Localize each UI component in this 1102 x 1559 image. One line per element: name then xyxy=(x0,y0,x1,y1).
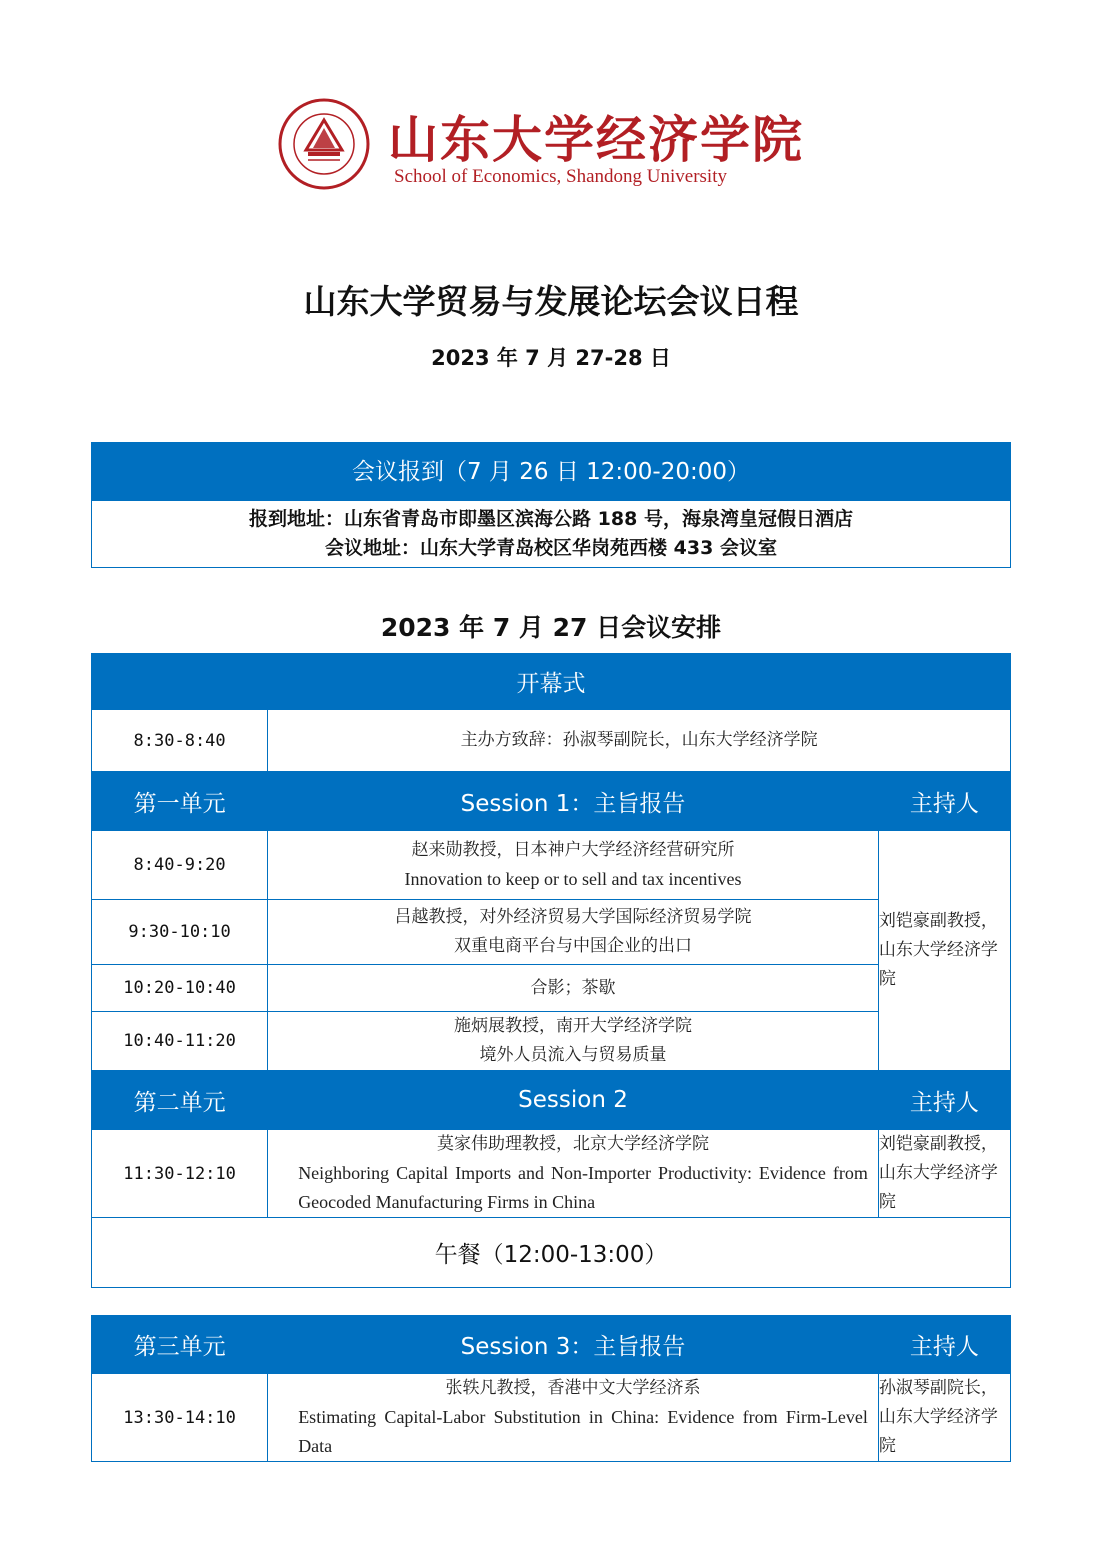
session1-unit: 第一单元 xyxy=(92,772,268,831)
meeting-venue: 会议地址：山东大学青岛校区华岗苑西楼 433 会议室 xyxy=(325,537,777,559)
talk-topic: Neighboring Capital Imports and Non-Importer Productivity: Evidence from Geocoded Manufacturing Firms in China xyxy=(298,1163,868,1212)
talk-cell xyxy=(268,1130,879,1218)
conference-date: 2023 年 7 月 27-28 日 xyxy=(431,346,671,370)
talk-topic: Estimating Capital-Labor Substitution in China: Evidence from Firm-Level Data xyxy=(298,1407,868,1456)
session2-host: 刘铠豪副教授，山东大学经济学院 xyxy=(878,1130,1010,1218)
page-title: 山东大学贸易与发展论坛会议日程 xyxy=(303,282,799,321)
time-slot: 8:30-8:40 xyxy=(92,710,268,772)
opening-speech: 主办方致辞：孙淑琴副院长，山东大学经济学院 xyxy=(268,710,1011,772)
session1-header xyxy=(92,772,1011,831)
school-logo xyxy=(278,98,804,198)
talk-topic: Innovation to keep or to sell and tax incentives xyxy=(404,869,742,889)
schedule-table-afternoon xyxy=(91,1315,1011,1462)
registration-box xyxy=(91,442,1011,568)
talk-cell xyxy=(268,1374,879,1462)
talk-cell xyxy=(268,1012,879,1071)
talk-topic: 双重电商平台与中国企业的出口 xyxy=(454,936,692,956)
table-row xyxy=(92,710,1011,772)
talk-speaker: 赵来勋教授，日本神户大学经济经营研究所 xyxy=(411,840,735,860)
session3-host-label: 主持人 xyxy=(878,1316,1010,1374)
break-cell: 合影；茶歇 xyxy=(268,965,879,1012)
table-row xyxy=(92,1012,1011,1071)
time-slot: 9:30-10:10 xyxy=(92,900,268,965)
time-slot: 8:40-9:20 xyxy=(92,831,268,900)
time-slot: 13:30-14:10 xyxy=(92,1374,268,1462)
table-row xyxy=(92,965,1011,1012)
table-row xyxy=(92,1374,1011,1462)
lunch-label: 午餐（12:00-13:00） xyxy=(92,1218,1011,1288)
session2-header xyxy=(92,1071,1011,1130)
logo-english-name: School of Economics, Shandong University xyxy=(394,166,727,187)
time-slot: 10:20-10:40 xyxy=(92,965,268,1012)
talk-topic: 境外人员流入与贸易质量 xyxy=(479,1045,667,1065)
session1-name: Session 1：主旨报告 xyxy=(268,772,879,831)
table-row xyxy=(92,1130,1011,1218)
time-slot: 11:30-12:10 xyxy=(92,1130,268,1218)
talk-cell xyxy=(268,900,879,965)
time-slot: 10:40-11:20 xyxy=(92,1012,268,1071)
session1-host: 刘铠豪副教授，山东大学经济学院 xyxy=(878,831,1010,1071)
logo-chinese-name: 山东大学经济学院 xyxy=(388,110,804,169)
registration-address: 报到地址：山东省青岛市即墨区滨海公路 188 号，海泉湾皇冠假日酒店 xyxy=(249,508,853,530)
session2-name: Session 2 xyxy=(268,1071,879,1130)
session2-host-label: 主持人 xyxy=(878,1071,1010,1130)
session3-header xyxy=(92,1316,1011,1374)
opening-label: 开幕式 xyxy=(92,654,1011,710)
schedule-table-morning xyxy=(91,653,1011,1288)
talk-speaker: 张轶凡教授，香港中文大学经济系 xyxy=(445,1378,701,1398)
talk-speaker: 莫家伟助理教授，北京大学经济学院 xyxy=(437,1134,709,1154)
session3-name: Session 3：主旨报告 xyxy=(268,1316,879,1374)
talk-cell xyxy=(268,831,879,900)
university-seal-icon xyxy=(278,98,370,190)
session2-unit: 第二单元 xyxy=(92,1071,268,1130)
talk-speaker: 吕越教授，对外经济贸易大学国际经济贸易学院 xyxy=(394,907,752,927)
session3-unit: 第三单元 xyxy=(92,1316,268,1374)
registration-header: 会议报到（7 月 26 日 12:00-20:00） xyxy=(92,443,1010,501)
day1-title: 2023 年 7 月 27 日会议安排 xyxy=(380,613,722,642)
lunch-row xyxy=(92,1218,1011,1288)
session3-host: 孙淑琴副院长，山东大学经济学院 xyxy=(878,1374,1010,1462)
talk-speaker: 施炳展教授，南开大学经济学院 xyxy=(454,1016,692,1036)
registration-body xyxy=(92,501,1010,567)
session1-host-label: 主持人 xyxy=(878,772,1010,831)
table-row xyxy=(92,900,1011,965)
opening-banner xyxy=(92,654,1011,710)
table-row xyxy=(92,831,1011,900)
